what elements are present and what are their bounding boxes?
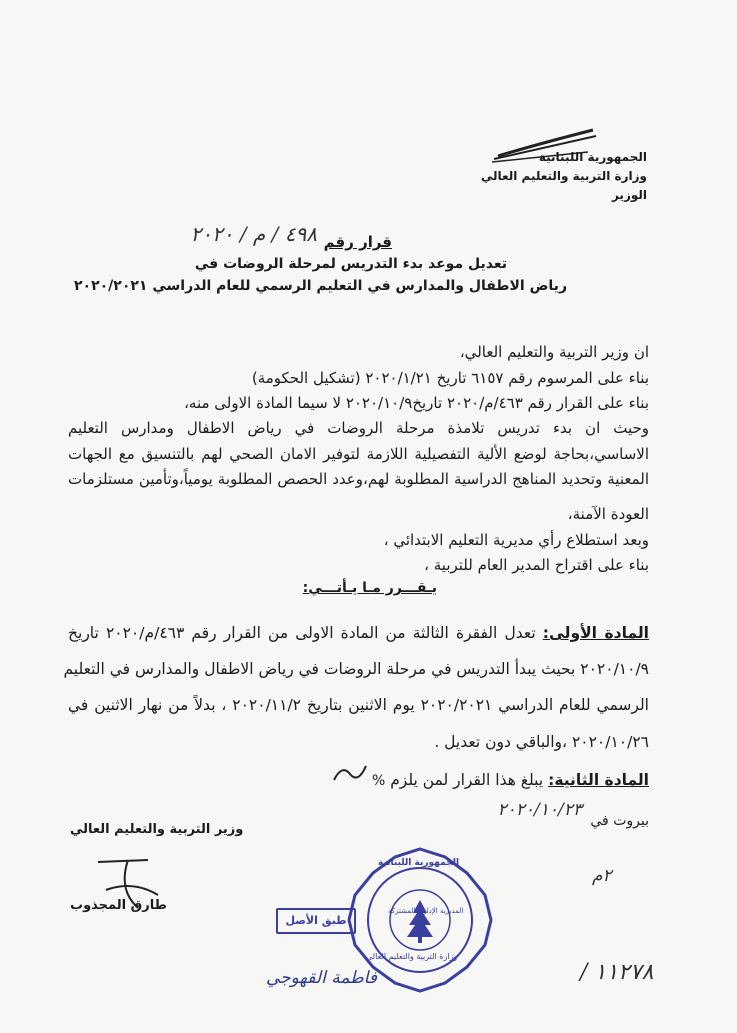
ministry-name: وزارة التربية والتعليم العالي: [480, 169, 647, 183]
article-2-text: يبلغ هذا القرار لمن يلزم: [390, 771, 544, 789]
article-1-line-3: الرسمي للعام الدراسي ٢٠٢٠/٢٠٢١ يوم الاثنين بتاريخ ٢٠٢٠/١١/٢ ، بدلاً من نهار الاثنين في: [68, 696, 649, 714]
preamble-5: الاساسي،بحاجة لوضع الألية التفصيلية اللازمة لتوفير الامان الصحي لهم بالتنسيق مع الجهات: [68, 445, 649, 463]
decides-heading: يـقـــرر مـا يـأتـــي:: [302, 580, 437, 596]
signing-date: ٢٠٢٠/١٠/٢٣: [497, 800, 582, 820]
handwritten-code: ١١٢٧٨ /: [580, 960, 654, 985]
handwritten-ref: ٢م: [592, 866, 612, 886]
subject-line-2: رياض الاطفال والمدارس في التعليم الرسمي للعام الدراسي ٢٠٢٠/٢٠٢١: [74, 278, 567, 294]
preamble-8: وبعد استطلاع رأي مديرية التعليم الابتدائي ،: [383, 531, 649, 549]
article-2: المادة الثانية: يبلغ هذا القرار لمن يلزم %: [371, 771, 649, 789]
article-1-label: المادة الأولى:: [542, 624, 649, 642]
article-1-line-2: ٢٠٢٠/١٠/٩ بحيث يبدأ التدريس في مرحلة الروضات في رياض الاطفال والمدارس في التعليم: [63, 660, 649, 678]
true-copy-stamp: طبق الأصل: [276, 908, 356, 934]
article-2-label: المادة الثانية:: [548, 771, 649, 789]
preamble-9: بناء على اقتراح المدير العام للتربية ،: [424, 556, 649, 574]
certifier-name: فاطمة القهوجي: [266, 968, 377, 988]
article-1-line-4: ٢٠٢٠/١٠/٢٦ ،والباقي دون تعديل .: [434, 733, 649, 751]
minister-title: وزير التربية والتعليم العالي: [70, 822, 244, 837]
seal-bottom-text: وزارة التربية والتعليم العالي: [366, 952, 458, 961]
article-1-text-1: تعدل الفقرة الثالثة من المادة الاولى من القرار رقم ٤٦٣/م/٢٠٢٠ تاريخ: [68, 624, 536, 642]
seal-top-text: الجمهورية اللبنانية: [378, 858, 460, 868]
minister-name: طارق المجذوب: [70, 898, 167, 913]
decision-label: قرار رقم: [323, 233, 392, 251]
republic-name: الجمهورية اللبنانية: [538, 150, 647, 164]
preamble-7: العودة الآمنة،: [567, 505, 649, 523]
article-2-initials-icon: [330, 760, 370, 786]
preamble-4: وحيث ان بدء تدريس تلامذة مرحلة الروضات في رياض الاطفال ومدارس التعليم: [68, 419, 649, 437]
decision-number: ٤٩٨ / م / ٢٠٢٠: [190, 222, 317, 246]
preamble-3: بناء على القرار رقم ٤٦٣/م/٢٠٢٠ تاريخ٢٠٢٠/١٠/٩ لا سيما المادة الاولى منه،: [184, 394, 649, 412]
preamble-2: بناء على المرسوم رقم ٦١٥٧ تاريخ ٢٠٢٠/١/٢١ (تشكيل الحكومة): [251, 369, 649, 387]
subject-line-1: تعديل موعد بدء التدريس لمرحلة الروضات في: [194, 256, 507, 272]
place-label: بيروت في: [590, 813, 649, 829]
preamble-6: المعنية وتحديد المناهج الدراسية المطلوبة لهم،وعدد الحصص المطلوبة يومياً،وتأمين مستلزمات: [68, 470, 649, 488]
minister-label: الوزير: [611, 188, 647, 202]
seal-mid-text: المديرية الإدارية المشتركة: [388, 907, 464, 915]
article-1-line-1: [68, 624, 649, 642]
letterhead: [481, 148, 647, 205]
preamble-1: ان وزير التربية والتعليم العالي،: [459, 343, 649, 361]
